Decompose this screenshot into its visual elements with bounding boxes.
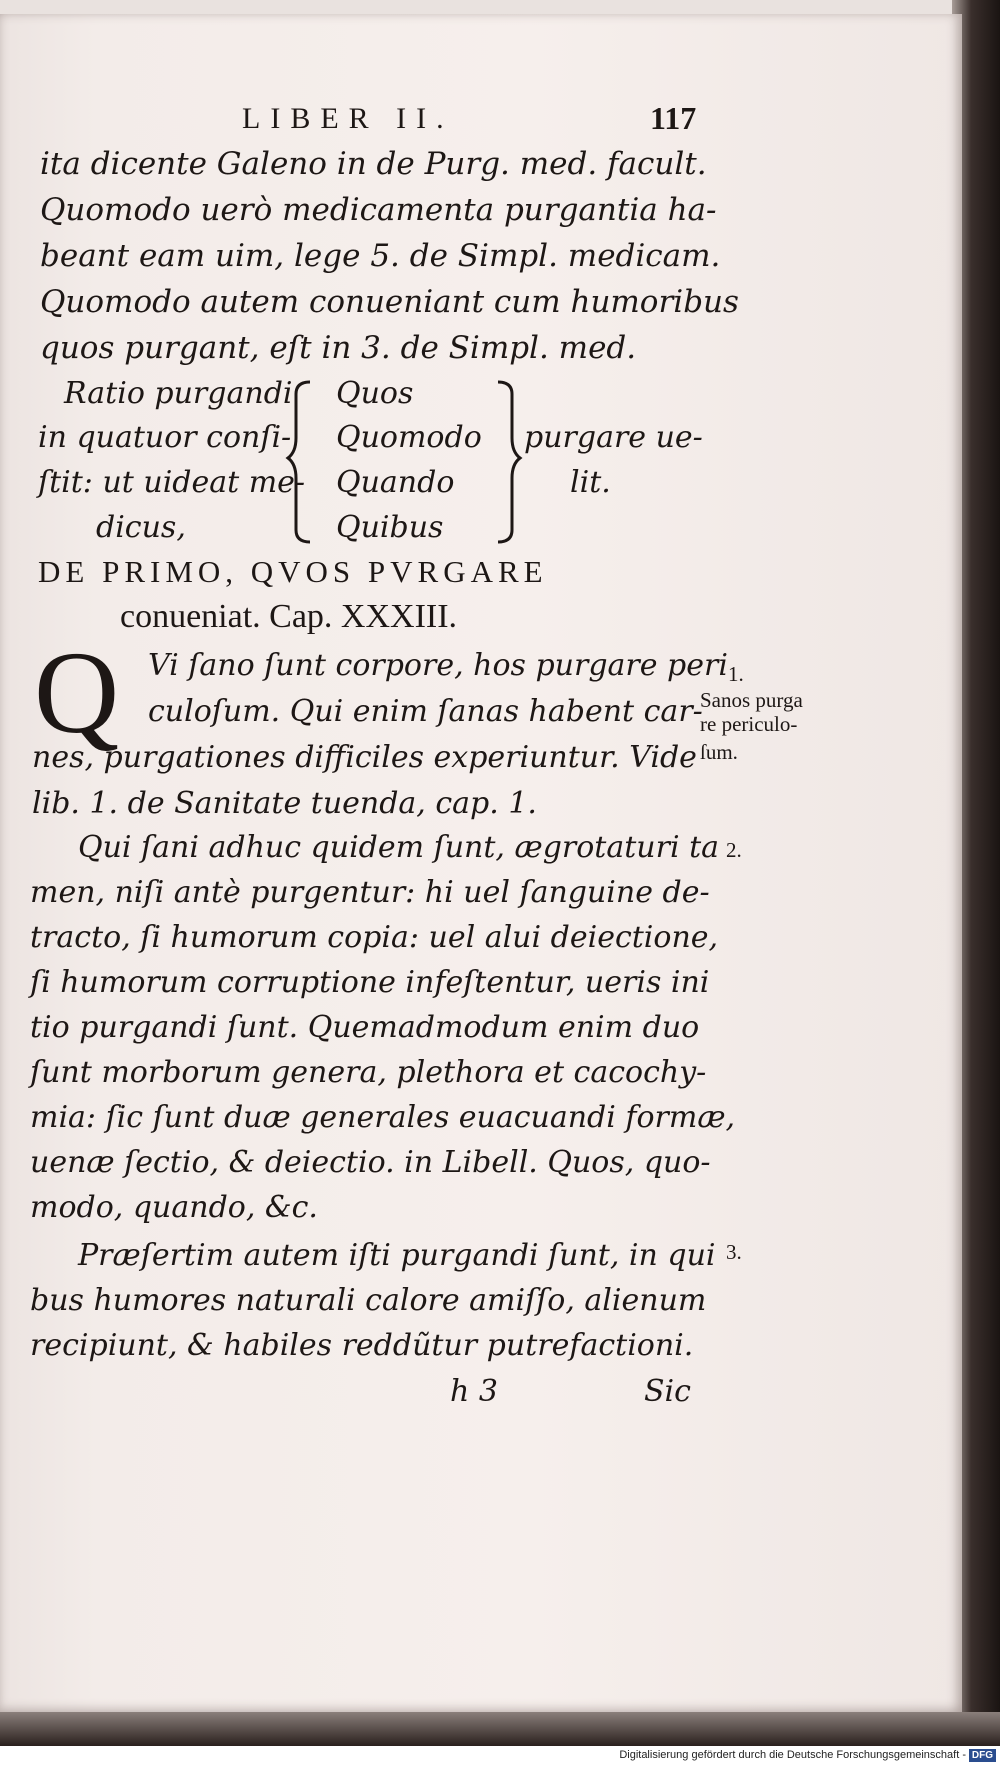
scheme-left-line: in quatuor conſi- bbox=[38, 420, 292, 455]
dfg-logo: DFG bbox=[969, 1749, 996, 1762]
margin-note-number: 2. bbox=[726, 838, 742, 862]
text-line: lib. 1. de Sanitate tuenda, cap. 1. bbox=[32, 786, 537, 821]
text-line: Præſertim autem iſti purgandi ſunt, in qui bbox=[78, 1238, 716, 1273]
text-line: tio purgandi ſunt. Quemadmodum enim duo bbox=[30, 1010, 700, 1045]
scheme-middle-line: Quomodo bbox=[336, 420, 482, 455]
text-line: uenæ ſectio, & deiectio. in Libell. Quos, quo- bbox=[30, 1145, 711, 1180]
text-line: beant eam uim, lege 5. de Simpl. medicam. bbox=[40, 238, 721, 274]
text-line: mia: ſic ſunt duæ generales euacuandi formæ, bbox=[30, 1100, 736, 1135]
page-bottom-edge bbox=[0, 1712, 1000, 1746]
text-line: modo, quando, &c. bbox=[30, 1190, 318, 1225]
scheme-left-line: Ratio purgandi bbox=[64, 376, 293, 411]
margin-note-line: re periculo- bbox=[700, 712, 798, 736]
scheme-middle-line: Quibus bbox=[336, 510, 444, 545]
text-line: Vi ſano ſunt corpore, hos purgare peri bbox=[148, 648, 728, 683]
text-line: Qui ſani adhuc quidem ſunt, ægrotaturi ta bbox=[78, 830, 720, 865]
text-line: bus humores naturali calore amiſſo, alienum bbox=[30, 1283, 707, 1318]
margin-note-line: Sanos purga bbox=[700, 688, 803, 712]
scheme-right-line: purgare ue- bbox=[524, 420, 703, 455]
text-line: ſi humorum corruptione infeſtentur, ueris ini bbox=[30, 965, 710, 1000]
scheme-right-line: lit. bbox=[570, 465, 611, 500]
margin-note-number: 1. bbox=[728, 662, 744, 686]
right-brace-icon bbox=[494, 378, 524, 548]
catchword: Sic bbox=[644, 1374, 691, 1409]
scheme-left-line: ſtit: ut uideat me- bbox=[38, 465, 306, 500]
scheme-middle-line: Quando bbox=[336, 465, 455, 500]
margin-note-number: 3. bbox=[726, 1240, 742, 1264]
scheme-left-line: dicus, bbox=[96, 510, 186, 545]
scheme-middle-line: Quos bbox=[336, 376, 414, 411]
text-line: nes, purgationes difficiles experiuntur. Vide bbox=[32, 740, 697, 775]
drop-cap: Q bbox=[34, 627, 120, 758]
text-line: Quomodo autem conueniant cum humoribus bbox=[40, 284, 739, 320]
chapter-heading: DE PRIMO, QVOS PVRGARE bbox=[38, 554, 548, 589]
text-line: men, niſi antè purgentur: hi uel ſanguine de- bbox=[30, 875, 710, 910]
signature-mark: h 3 bbox=[450, 1374, 498, 1409]
text-line: quos purgant, eſt in 3. de Simpl. med. bbox=[40, 330, 637, 366]
funding-credit: Digitalisierung gefördert durch die Deutsche Forschungsgemeinschaft - bbox=[619, 1749, 966, 1761]
page-number: 117 bbox=[650, 100, 697, 136]
text-line: ita dicente Galeno in de Purg. med. facult. bbox=[40, 146, 707, 182]
chapter-subheading: conueniat. Cap. XXXIII. bbox=[120, 598, 458, 635]
text-line: ſunt morborum genera, plethora et cacochy- bbox=[30, 1055, 707, 1090]
text-line: recipiunt, & habiles reddũtur putrefactioni. bbox=[30, 1328, 694, 1363]
margin-note-line: ſum. bbox=[700, 740, 738, 764]
text-line: Quomodo uerò medicamenta purgantia ha- bbox=[40, 192, 717, 228]
text-line: culoſum. Qui enim ſanas habent car- bbox=[148, 694, 703, 729]
left-brace-icon bbox=[284, 378, 314, 548]
text-line: tracto, ſi humorum copia: uel alui deiectione, bbox=[30, 920, 719, 955]
running-head: LIBER II. bbox=[242, 102, 454, 135]
